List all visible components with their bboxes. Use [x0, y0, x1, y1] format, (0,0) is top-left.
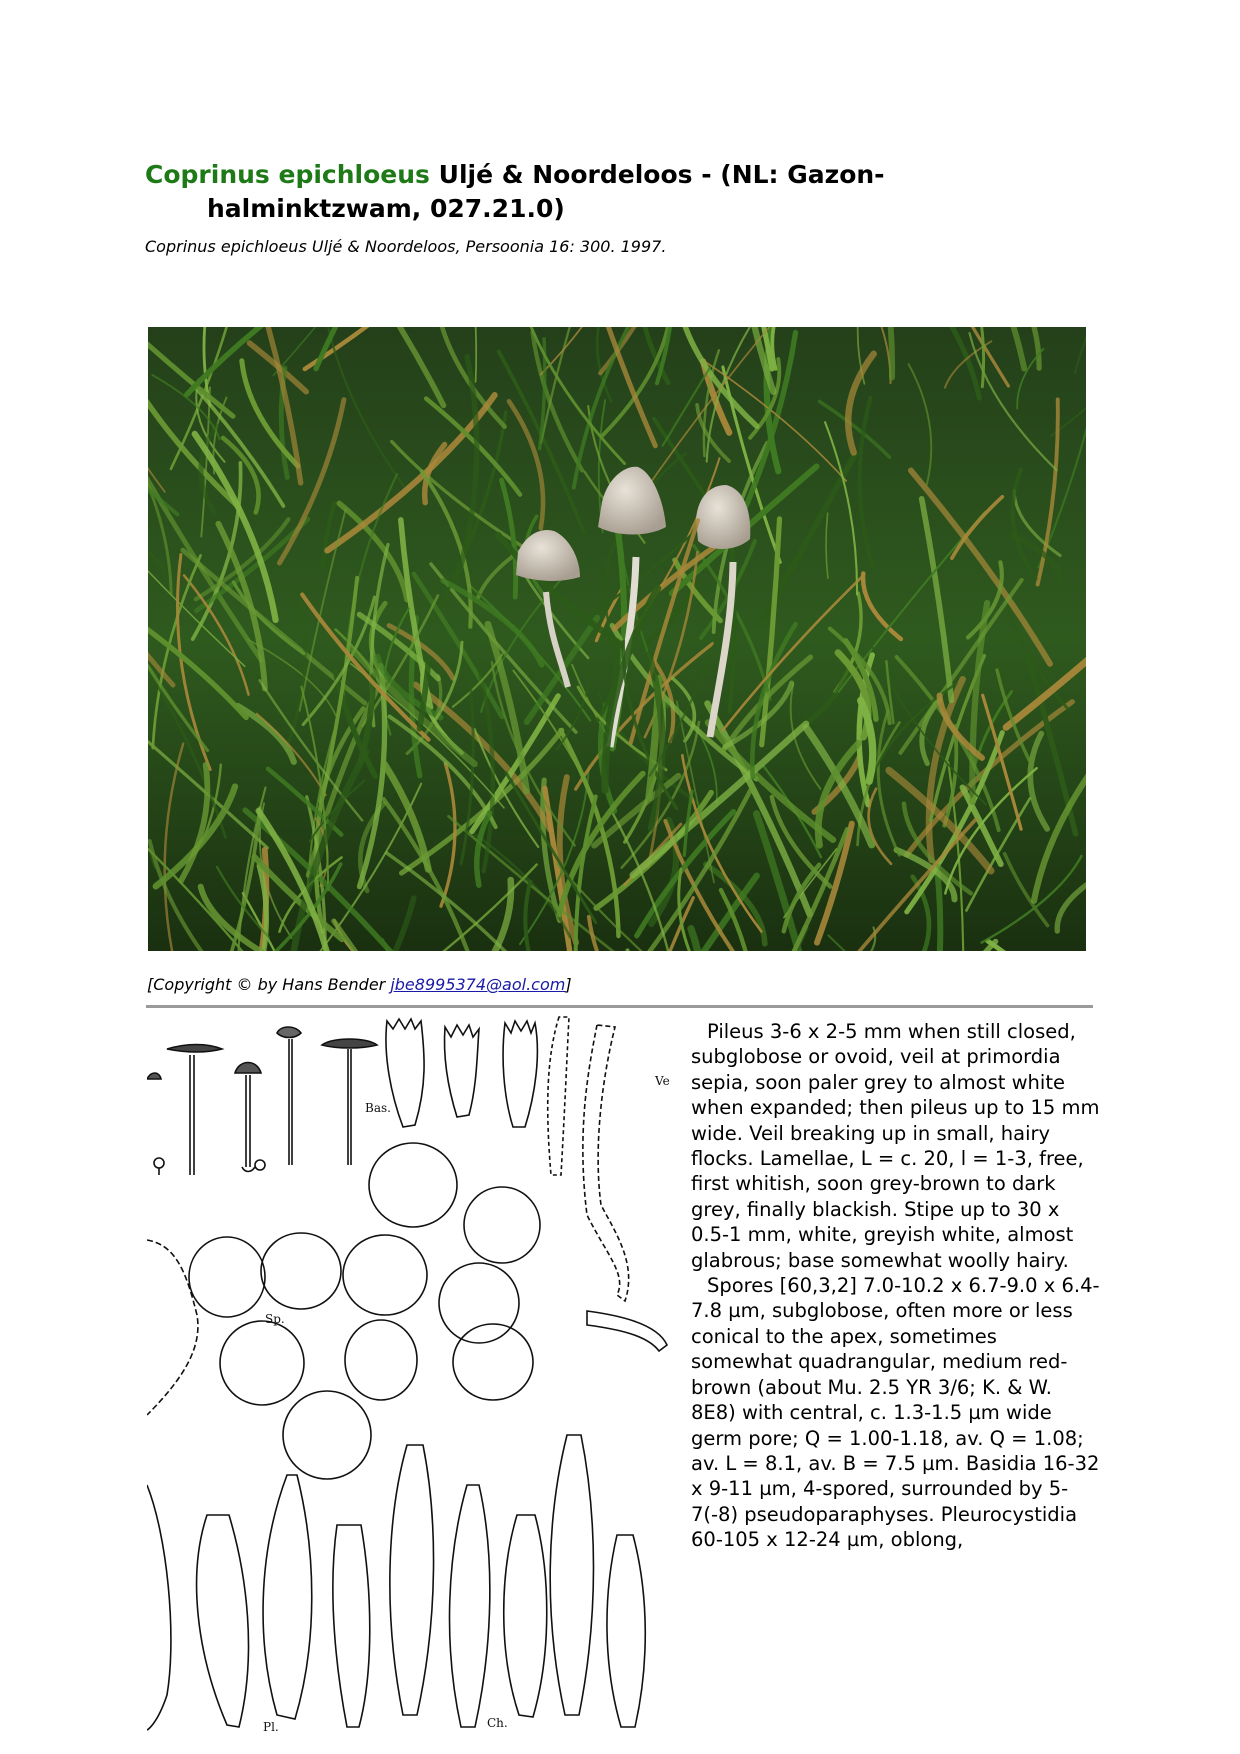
- microscopy-drawing: [147, 1015, 682, 1740]
- mushroom-photo: [148, 327, 1086, 951]
- veil-label: Ve: [655, 1074, 670, 1088]
- copyright-suffix: ]: [565, 975, 572, 994]
- spores-label: Sp.: [265, 1312, 285, 1326]
- species-description: [691, 1019, 1101, 1553]
- authors-and-dutch-name: Uljé & Noordeloos - (NL: Gazon-: [438, 160, 885, 189]
- description-paragraph-1: Pileus 3-6 x 2-5 mm when still closed, subglobose or ovoid, veil at primordia sepia, soon paler grey to almost white when expanded; then pileus up to 15 mm wide. Veil breaking up in small, hairy flocks. Lamellae, L = c. 20, l = 1-3, free, first whitish, soon grey-brown to dark grey, finally blackish. Stipe up to 30 x 0.5-1 mm, white, greyish white, almost glabrous; base somewhat woolly hairy.: [691, 1020, 1100, 1272]
- basidia-label: Bas.: [365, 1101, 391, 1115]
- copyright-prefix: [Copyright © by Hans Bender: [147, 975, 391, 994]
- habit-sketches: [147, 1027, 377, 1175]
- basidia-sketches: [386, 1017, 629, 1301]
- genus-species: Coprinus epichloeus: [145, 160, 430, 189]
- cystidia-sketches: [147, 1240, 667, 1730]
- copyright-line: [147, 975, 1047, 994]
- divider: [146, 1005, 1093, 1008]
- title-line-2: halminktzwam, 027.21.0): [207, 194, 565, 223]
- description-paragraph-2: Spores [60,3,2] 7.0-10.2 x 6.7-9.0 x 6.4-7.8 µm, subglobose, often more or less conical to the apex, sometimes somewhat quadrangular, medium red-brown (about Mu. 2.5 YR 3/6; K. & W. 8E8) with central, c. 1.3-1.5 µm wide germ pore; Q = 1.00-1.18, av. Q = 1.08; av. L = 8.1, av. B = 7.5 µm. Basidia 16-32 x 9-11 µm, 4-spored, surrounded by 5-7(-8) pseudoparaphyses. Pleurocystidia 60-105 x 12-24 µm, oblong,: [691, 1274, 1100, 1552]
- email-link[interactable]: jbe8995374@aol.com: [390, 975, 566, 994]
- spore-sketches: [189, 1143, 540, 1479]
- page-title: [145, 158, 945, 226]
- pleurocystidia-label: Pl.: [263, 1720, 279, 1734]
- cheilocystidia-label: Ch.: [487, 1716, 508, 1730]
- citation: Coprinus epichloeus Uljé & Noordeloos, Persoonia 16: 300. 1997.: [145, 237, 667, 256]
